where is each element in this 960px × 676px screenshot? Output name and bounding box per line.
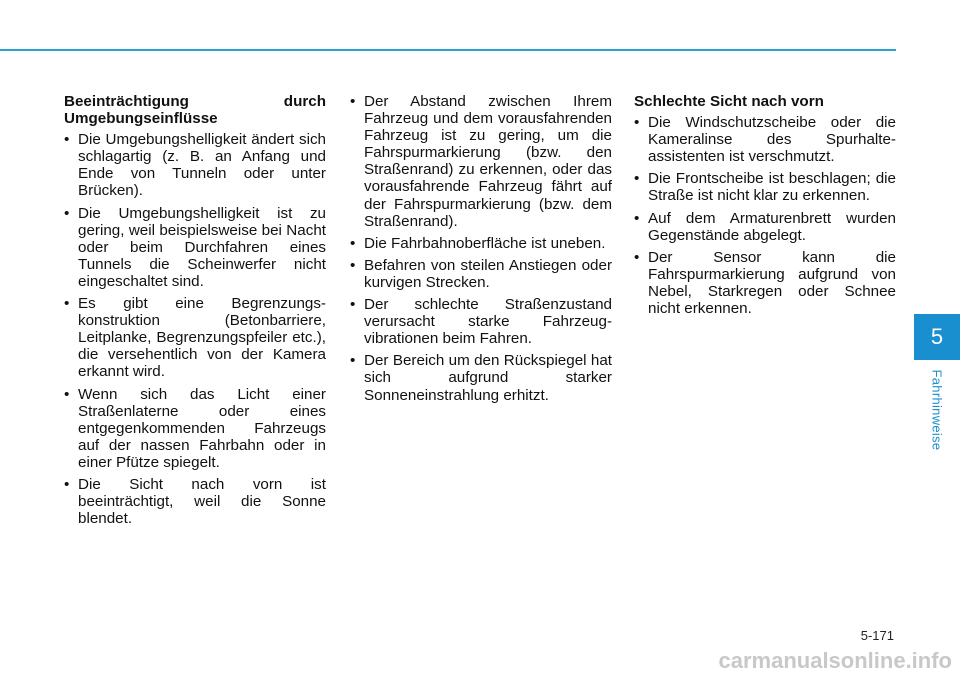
list-item: • Die Fahrbahnoberfläche ist uneben. bbox=[350, 235, 612, 252]
page-number: 5-171 bbox=[860, 628, 894, 643]
list-item: • Der schlechte Straßenzustand verursacht starke Fahrzeug-vibrationen beim Fahren. bbox=[350, 296, 612, 347]
list-item: • Der Bereich um den Rückspiegel hat sich aufgrund starker Sonneneinstrahlung erhitzt. bbox=[350, 352, 612, 403]
list-item: • Der Sensor kann die Fahrspurmarkierung aufgrund von Nebel, Starkregen oder Schnee nicht erkennen. bbox=[634, 249, 896, 317]
bullet-list-visibility bbox=[634, 114, 896, 317]
list-item: • Wenn sich das Licht einer Straßenlaterne oder eines entgegenkommenden Fahrzeugs auf der nassen Fahrbahn oder in einer Pfütze spiegelt. bbox=[64, 386, 326, 471]
column-right bbox=[634, 93, 896, 322]
bullet-list-environment bbox=[64, 131, 326, 527]
list-item: • Befahren von steilen Anstiegen oder kurvigen Strecken. bbox=[350, 257, 612, 291]
header-rule bbox=[0, 49, 896, 51]
list-item: • Die Windschutzscheibe oder die Kameralinse des Spurhalte-assistenten ist verschmutzt. bbox=[634, 114, 896, 165]
list-item: • Die Frontscheibe ist beschlagen; die Straße ist nicht klar zu erkennen. bbox=[634, 170, 896, 204]
column-middle bbox=[350, 93, 612, 409]
list-item: • Die Umgebungshelligkeit ist zu gering, weil beispielsweise bei Nacht oder beim Durchfahren eines Tunnels die Scheinwerfer nicht eingeschaltet sind. bbox=[64, 205, 326, 290]
bullet-list-road bbox=[350, 93, 612, 404]
column-left bbox=[64, 93, 326, 532]
section-heading-visibility: Schlechte Sicht nach vorn bbox=[634, 93, 824, 110]
section-heading-environment: Beeinträchtigung durch Umgebungseinflüsse bbox=[64, 93, 326, 128]
list-item: • Es gibt eine Begrenzungs-konstruktion (Betonbarriere, Leitplanke, Begrenzungspfeiler etc.), die versehentlich von der Kamera erkannt wird. bbox=[64, 295, 326, 380]
list-item: • Die Sicht nach vorn ist beeinträchtigt, weil die Sonne blendet. bbox=[64, 476, 326, 527]
chapter-label: Fahrhinweise bbox=[929, 369, 945, 451]
watermark-text: carmanualsonline.info bbox=[718, 648, 952, 673]
chapter-number-tab: 5 bbox=[914, 314, 960, 360]
list-item: • Die Umgebungshelligkeit ändert sich schlagartig (z. B. an Anfang und Ende von Tunneln oder unter Brücken). bbox=[64, 131, 326, 199]
list-item: • Der Abstand zwischen Ihrem Fahrzeug und dem vorausfahrenden Fahrzeug ist zu gering, um die Fahrspurmarkierung (bzw. den Straßenrand) zu erkennen, oder das vorausfahrende Fahrzeug fährt auf der Fahrspurmarkierung (bzw. dem Straßenrand). bbox=[350, 93, 612, 230]
list-item: • Auf dem Armaturenbrett wurden Gegenstände abgelegt. bbox=[634, 210, 896, 244]
